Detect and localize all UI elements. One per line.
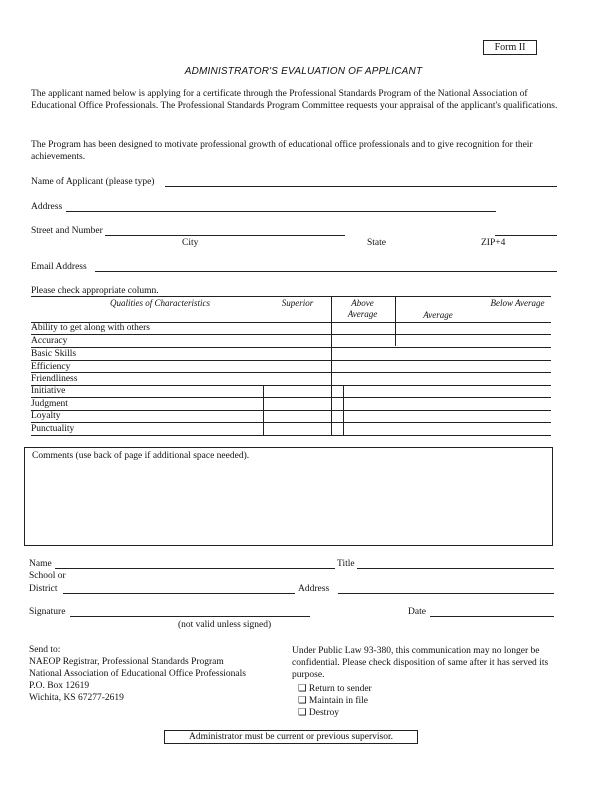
- header-below-average: Below Average: [490, 298, 545, 308]
- table-top-border: [31, 296, 551, 297]
- row-ability: Ability to get along with others: [31, 323, 151, 333]
- row-line: [31, 397, 551, 398]
- applicant-name-label: Name of Applicant (please type): [31, 177, 155, 187]
- row-line: [31, 385, 551, 386]
- comments-label: Comments (use back of page if additional space needed).: [32, 451, 250, 461]
- row-line: [31, 410, 551, 411]
- send-to-label: Send to:: [29, 645, 61, 655]
- header-above-average: Above Average: [347, 298, 378, 319]
- street-field[interactable]: [105, 235, 345, 236]
- option-label: Destroy: [308, 708, 339, 718]
- applicant-name-field[interactable]: [165, 186, 557, 187]
- col-divider-2: [395, 296, 396, 346]
- program-paragraph: The Program has been designed to motivate professional growth of educational office professionals and to give recognition for their achievements.: [31, 140, 533, 162]
- form-number: Form II: [483, 40, 537, 55]
- signature-label: Signature: [29, 607, 66, 617]
- footer-note: Administrator must be current or previous supervisor.: [164, 730, 418, 744]
- intro-paragraph: The applicant named below is applying for a certificate through the Professional Standards Program of the National Association of Educational Office Professionals. The Professional Standards Program Committee requests your appraisal of the applicant's qualifications.: [31, 89, 558, 111]
- school-or-label: School or: [29, 571, 66, 581]
- row-line: [31, 334, 551, 335]
- option-return[interactable]: [298, 683, 372, 694]
- public-law-text: Under Public Law 93-380, this communication may no longer be confidential. Please check disposition of same after it has served its purpose.: [292, 646, 549, 680]
- row-line: [31, 322, 551, 323]
- zip-label: ZIP+4: [481, 238, 506, 248]
- date-label: Date: [408, 607, 426, 617]
- signer-address-field[interactable]: [338, 593, 554, 594]
- row-punctuality: Punctuality: [31, 424, 75, 434]
- header-average: Average: [423, 310, 453, 320]
- row-accuracy: Accuracy: [31, 336, 68, 346]
- not-valid-note: (not valid unless signed): [178, 620, 272, 630]
- header-superior: Superior: [281, 298, 314, 308]
- zip-field[interactable]: [495, 235, 557, 236]
- city-label: City: [182, 238, 199, 248]
- signer-name-field[interactable]: [55, 568, 335, 569]
- street-label: Street and Number: [31, 226, 103, 236]
- row-efficiency: Efficiency: [31, 362, 71, 372]
- option-label: Maintain in file: [308, 696, 369, 706]
- row-line: [31, 347, 551, 348]
- option-label: Return to sender: [308, 684, 372, 694]
- header-qualities: Qualities of Characteristics: [110, 298, 210, 308]
- checkbox-icon: ❑: [298, 708, 307, 718]
- signature-field[interactable]: [70, 616, 310, 617]
- option-maintain[interactable]: [298, 695, 368, 706]
- checkbox-icon: ❑: [298, 684, 307, 694]
- row-line: [31, 435, 551, 436]
- row-line: [31, 372, 551, 373]
- row-line: [31, 422, 551, 423]
- district-field[interactable]: [63, 593, 295, 594]
- row-friendliness: Friendliness: [31, 374, 78, 384]
- row-judgment: Judgment: [31, 399, 68, 409]
- option-destroy[interactable]: [298, 707, 339, 718]
- email-label: Email Address: [31, 262, 87, 272]
- email-field[interactable]: [95, 271, 557, 272]
- district-label: District: [29, 584, 58, 594]
- address-field[interactable]: [66, 211, 496, 212]
- name-label: Name: [29, 559, 52, 569]
- row-loyalty: Loyalty: [31, 411, 61, 421]
- date-field[interactable]: [430, 616, 554, 617]
- table-instruction: Please check appropriate column.: [31, 286, 159, 296]
- row-basic-skills: Basic Skills: [31, 349, 77, 359]
- send-to-line: NAEOP Registrar, Professional Standards Program: [29, 657, 224, 667]
- send-to-line: National Association of Educational Office Professionals: [29, 669, 246, 679]
- state-label: State: [367, 238, 386, 248]
- send-to-line: P.O. Box 12619: [29, 681, 90, 691]
- checkbox-icon: ❑: [298, 696, 307, 706]
- signer-title-field[interactable]: [357, 568, 554, 569]
- comments-box[interactable]: [24, 447, 553, 546]
- row-initiative: Initiative: [31, 386, 66, 396]
- row-line: [31, 360, 551, 361]
- form-title: ADMINISTRATOR'S EVALUATION OF APPLICANT: [184, 66, 423, 77]
- signer-address-label: Address: [298, 584, 330, 594]
- send-to-line: Wichita, KS 67277-2619: [29, 693, 124, 703]
- title-label: Title: [337, 559, 355, 569]
- col-divider-1: [331, 296, 332, 436]
- address-label: Address: [31, 202, 63, 212]
